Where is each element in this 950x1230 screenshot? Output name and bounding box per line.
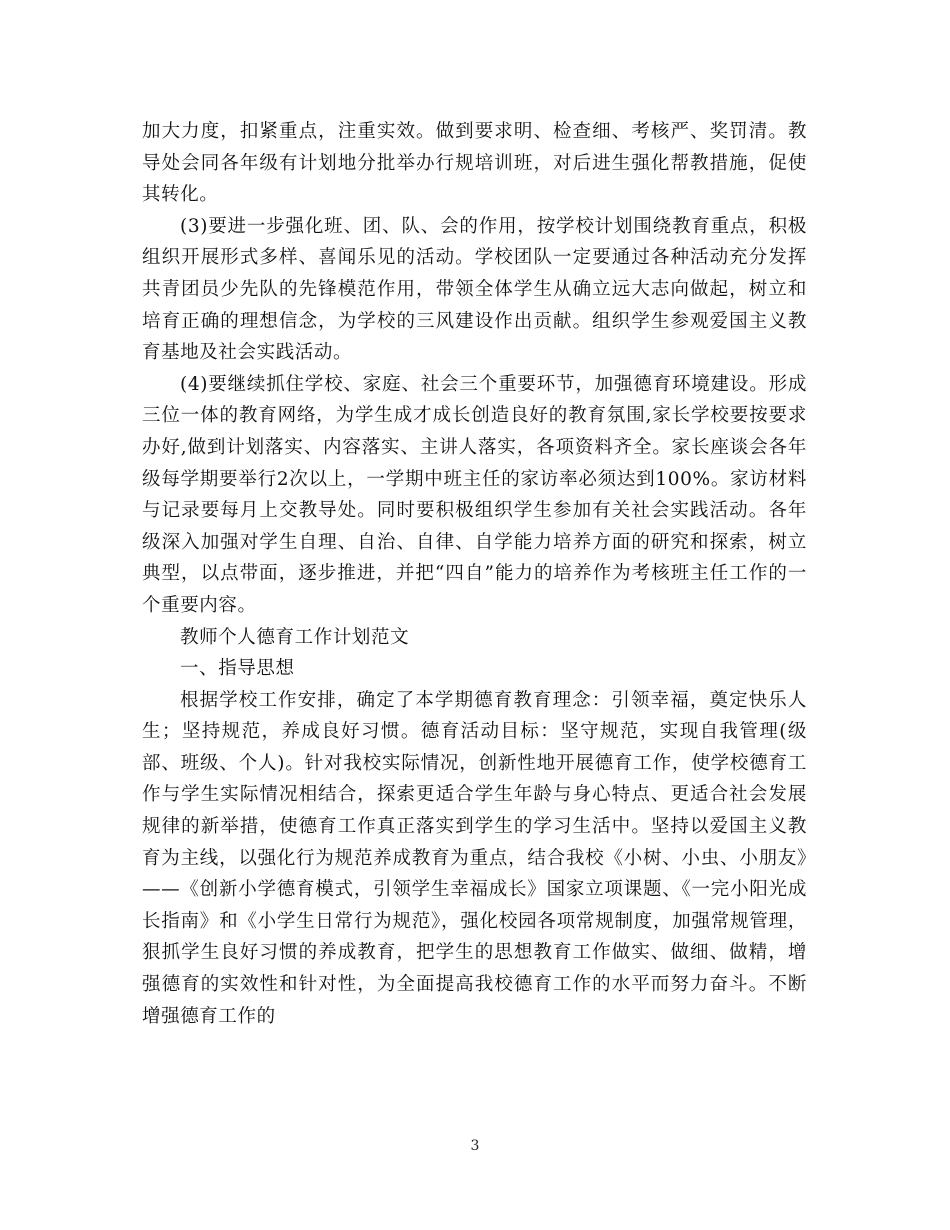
paragraph-item-4: (4)要继续抓住学校、家庭、社会三个重要环节，加强德育环境建设。形成三位一体的教育网络，为学生成才成长创造良好的教育氛围,家长学校要按要求办好,做到计划落实、内容落实、主讲人落实，各项资料齐全。家长座谈会各年级每学期要举行2次以上，一学期中班主任的家访率必须达到100%。家访材料与记录要每月上交教导处。同时要积极组织学生参加有关社会实践活动。各年级深入加强对学生自理、自治、自律、自学能力培养方面的研究和探索，树立典型，以点带面，逐步推进，并把“四自”能力的培养作为考核班主任工作的一个重要内容。 xyxy=(142,373,807,616)
paragraph-continuation: 加大力度，扣紧重点，注重实效。做到要求明、检查细、考核严、奖罚清。教导处会同各年级有计划地分批举办行规培训班，对后进生强化帮教措施，促使其转化。 xyxy=(142,121,807,206)
paragraph-item-3: (3)要进一步强化班、团、队、会的作用，按学校计划围绕教育重点，积极组织开展形式多样、喜闻乐见的活动。学校团队一定要通过各种活动充分发挥共青团员少先队的先锋模范作用，带领全体学生从确立远大志向做起，树立和培育正确的理想信念，为学校的三风建设作出贡献。组织学生参观爱国主义教育基地及社会实践活动。 xyxy=(142,215,807,364)
paragraph-guiding-thought: 根据学校工作安排，确定了本学期德育教育理念：引领幸福，奠定快乐人生；坚持规范，养成良好习惯。德育活动目标：坚守规范，实现自我管理(级部、班级、个人)。针对我校实际情况，创新性地开展德育工作，使学校德育工作与学生实际情况相结合，探索更适合学生年龄与身心特点、更适合社会发展规律的新举措，使德育工作真正落实到学生的学习生活中。坚持以爱国主义教育为主线，以强化行为规范养成教育为重点，结合我校《小树、小虫、小朋友》——《创新小学德育模式，引领学生幸福成长》国家立项课题、《一完小阳光成长指南》和《小学生日常行为规范》，强化校园各项常规制度，加强常规管理，狠抓学生良好习惯的养成教育，把学生的思想教育工作做实、做细、做精，增强德育的实效性和针对性，为全面提高我校德育工作的水平而努力奋斗。不断增强德育工作的 xyxy=(142,689,807,1027)
section-title: 教师个人德育工作计划范文 xyxy=(180,626,410,648)
document-body xyxy=(142,116,807,1032)
section-heading-guiding-thought: 一、指导思想 xyxy=(180,658,295,680)
page-number: 3 xyxy=(470,1138,480,1154)
